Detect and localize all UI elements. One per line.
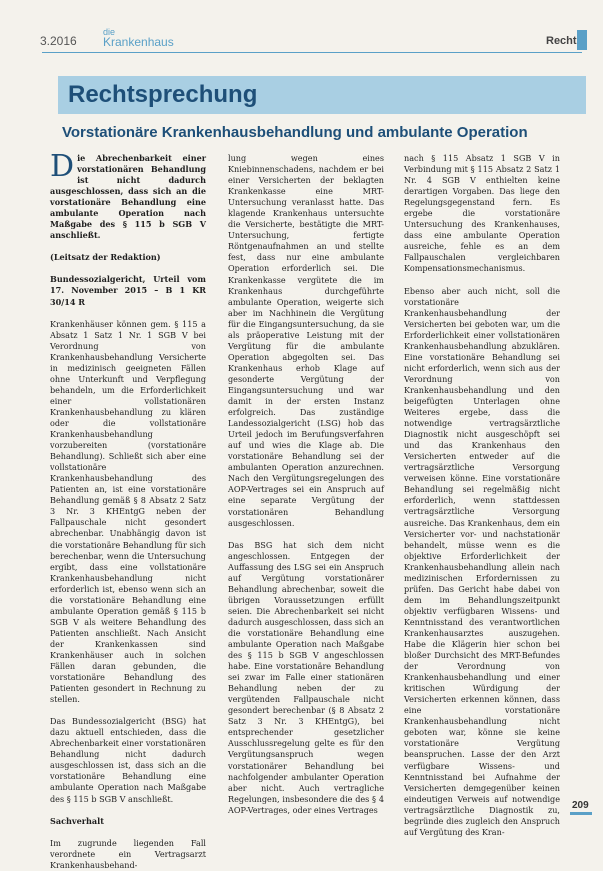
body-paragraph: Krankenhäuser können gem. § 115 a Absatz 1 Satz 1 Nr. 1 SGB V bei Verordnung von Krankenhausbehandlung Versicherte in medizinisch geeigneten Fällen ohne Unterkunft und Verpflegung behandeln, um die Erforderlichkeit einer vollstationären Krankenhausbehandlung zu klären oder die vollstationäre Krankenhausbehandlung vorzubereiten (vorstationäre Behandlung). Schließt sich aber eine vollstationäre Krankenhausbehandlung des Patienten an, ist eine vorstationäre Behandlung gemäß § 8 Absatz 2 Satz 3 Nr. 3 KHEntgG neben der Fallpauschale nicht gesondert abrechenbar. Unabhängig davon ist die vorstationäre Behandlung für sich berechenbar, wenn die Untersuchung ergibt, dass eine vollstationäre Krankenhausbehandlung nicht erforderlich ist, ebenso wenn sich an die vorstationäre Behandlung eine ambulante Operation gemäß § 115 b SGB V als weitere Behandlung des Patienten anschließt. Nach Ansicht der Krankenkassen sind Krankenhäuser auch in solchen Fällen daran gebunden, die vorstationäre Behandlung des Patienten gesondert in Rechnung zu stellen. xyxy=(50,318,206,705)
court-citation: Bundessozialgericht, Urteil vom 17. November 2015 – B 1 KR 30/14 R xyxy=(50,274,206,307)
column-3 xyxy=(404,153,560,838)
column-1 xyxy=(50,149,206,871)
journal-logo: Krankenhaus xyxy=(103,35,174,49)
banner-title: Rechtsprechung xyxy=(68,81,258,108)
header-rule xyxy=(42,52,582,53)
body-paragraph: Das BSG hat sich dem nicht angeschlossen. Entgegen der Auffassung des LSG sei ein Anspruch auf Vergütung vorstationärer Behandlung abrechenbar, soweit die übrigen Voraussetzungen erfüllt seien. Die Abrechenbarkeit sei nicht dadurch ausgeschlossen, dass sich an die vorstationäre Behandlung eine ambulante Operation nach Maßgabe des § 115 b SGB V angeschlossen habe. Eine vorstationäre Behandlung sei zwar im Falle einer stationären Behandlung neben der zu vergütenden Fallpauschale nicht gesondert berechenbar (§ 8 Absatz 2 Satz 3 Nr. 3 KHEntgG), bei entsprechender gesetzlicher Ausschlussregelung gelte es für den Vergütungsanspruch wegen vorstationärer Behandlung bei nachfolgender ambulanter Operation aber nicht. Auch vertragliche Regelungen, insbesondere die des § 4 AOP-Vertrages, oder eines Vertrages xyxy=(228,539,384,815)
section-marker xyxy=(577,30,587,50)
column-2 xyxy=(228,153,384,816)
page-marker xyxy=(570,812,592,815)
body-paragraph: lung wegen eines Kniebinnenschadens, nachdem er bei einer Versicherten der beklagten Krankenkasse eine MRT-Untersuchung veranlasst hatte. Das klagende Krankenhaus untersuchte die Versicherte, bestätigte die MRT-Untersuchung, fertigte Röntgenaufnahmen an und stellte fest, dass nur eine ambulante Operation erforderlich sei. Die Krankenkasse vergütete die im Krankenhaus durchgeführte ambulante Operation, weigerte sich aber im Nachhinein die Vergütung für die Eingangsuntersuchung, da sie als präoperative Leistung mit der Vergütung für die ambulante Operation abgegolten sei. Das Krankenhaus erhob Klage auf gesonderte Vergütung der Eingangsuntersuchung und war damit in der ersten Instanz erfolgreich. Das zuständige Landessozialgericht (LSG) hob das Urteil jedoch im Berufungsverfahren auf und wies die Klage ab. Die vorstationäre Behandlung sei der ambulanten Operation anzurechnen. Nach den Vergütungsregelungen des AOP-Vertrages sei ein Anspruch auf eine separate Vergütung der vorstationären Behandlung ausgeschlossen. xyxy=(228,153,384,528)
page-number: 209 xyxy=(572,800,589,811)
article-headline: Vorstationäre Krankenhausbehandlung und ambulante Operation xyxy=(62,124,528,141)
editorial-note: (Leitsatz der Redaktion) xyxy=(50,252,161,263)
body-paragraph: Ebenso aber auch nicht, soll die vorstationäre Krankenhausbehandlung der Versicherten bei geboten war, um die Erforderlichkeit einer vollstationären Krankenhausbehandlung abzuklären. Eine vorstationäre Behandlung sei nicht erforderlich, wenn sich aus der Verordnung von Krankenhausbehandlung und den beigefügten Unterlagen ohne Weiteres ergebe, dass die notwendige vertragsärztliche Diagnostik nicht ausgeschöpft sei und das Krankenhaus den Versicherten entweder auf die vertragsärztliche Versorgung verweisen könne. Eine vorstationäre Behandlung sei regelmäßig nicht erforderlich, wenn stattdessen vertragsärztliche Versorgung ausreiche. Das Krankenhaus, dem ein Versicherter vor- und nachstationär behandelt, müsse wenn es die objektive Erforderlichkeit der Krankenhausbehandlung allein nach medizinischen Erfordernissen zu prüfen. Das Gericht habe dabei von dem im Behandlungszeitpunkt objektiv verfügbaren Wissens- und Kenntnisstand des verantwortlichen Krankenhausarztes auszugehen. Habe die Klägerin hier schon bei bloßer Durchsicht des MRT-Befundes der Verordnung von Krankenhausbehandlung und einer kritischen Würdigung der Versicherten erkennen können, dass eine vorstationäre Krankenhausbehandlung nicht geboten war, könne sie keine vorstationäre Vergütung beanspruchen. Lasse der den Arzt verfügbare Wissens- und Kenntnisstand bei Aufnahme der Versicherten demgegenüber keinen eindeutigen Verweis auf notwendige vertragsärztliche Diagnostik zu, begründe dies zugleich den Anspruch auf Vergütung des Kran- xyxy=(404,285,560,837)
body-paragraph: Das Bundessozialgericht (BSG) hat dazu aktuell entschieden, dass die Abrechenbarkeit einer vorstationären Behandlung nicht dadurch ausgeschlossen ist, dass sich an die vorstationäre Behandlung eine ambulante Operation nach Maßgabe des § 115 b SGB V anschließt. xyxy=(50,716,206,804)
body-paragraph: nach § 115 Absatz 1 SGB V in Verbindung mit § 115 Absatz 2 Satz 1 Nr. 4 SGB V enthielten keine derartigen Vorgaben. Das liege den Regelungsgegenstand fern. Es ergebe die vorstationäre Untersuchung des Krankenhauses, dass eine ambulante Operation ausreiche, fehle es an dem Fallpauschalen vergleichbaren Kompensationsmechanismus. xyxy=(404,153,560,274)
lead-paragraph: ie Abrechenbarkeit einer vorstationären Behandlung ist nicht dadurch ausgeschlossen, dass sich an die vorstationäre Behandlung eine ambulante Operation nach Maßgabe des § 115 b SGB V anschließt. xyxy=(50,153,206,241)
section-heading: Sachverhalt xyxy=(50,815,104,826)
journal-logo-small: die xyxy=(103,27,116,37)
section-label: Recht xyxy=(546,35,577,47)
issue-number: 3.2016 xyxy=(40,34,77,48)
drop-cap: D xyxy=(50,149,75,184)
body-paragraph: Im zugrunde liegenden Fall verordnete ein Vertragsarzt Krankenhausbehand- xyxy=(50,837,206,870)
